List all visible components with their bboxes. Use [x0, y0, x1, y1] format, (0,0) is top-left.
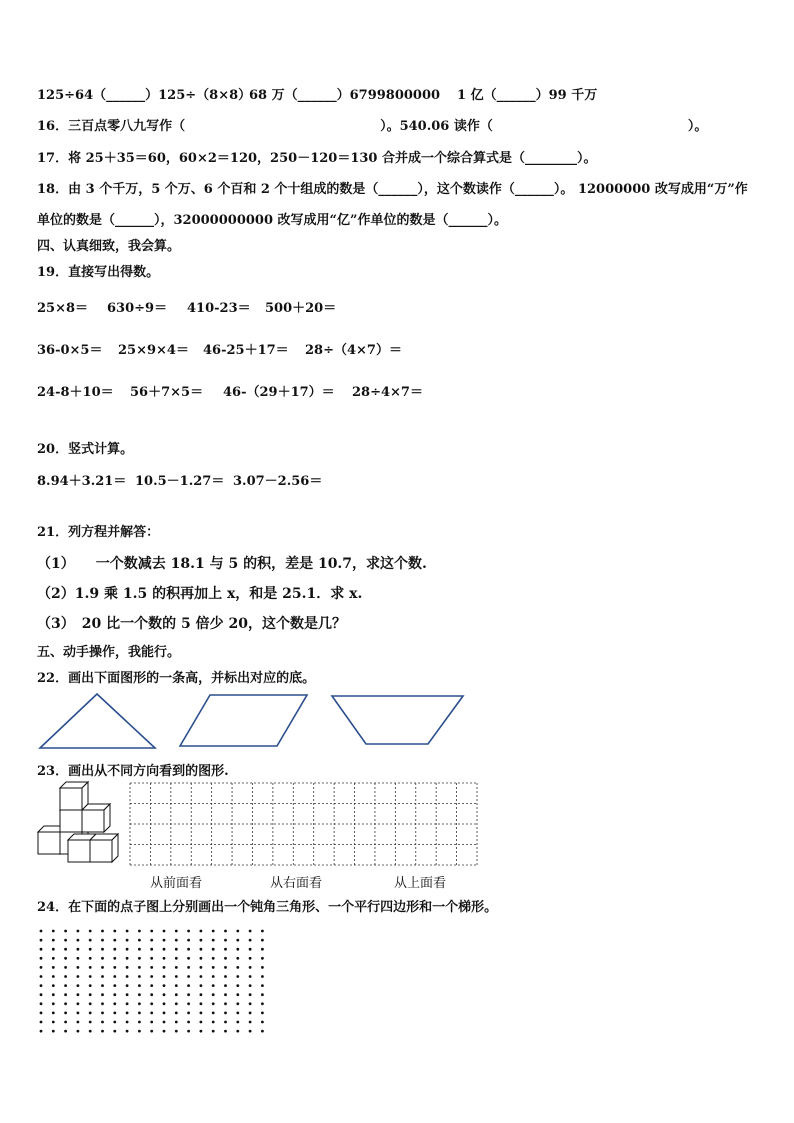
grid-dot — [175, 948, 178, 951]
q21-title: 21．列方程并解答： — [37, 525, 160, 540]
grid-dot — [163, 930, 166, 933]
grid-dot — [101, 993, 104, 996]
grid-dot — [261, 975, 264, 978]
q19-item: 36-0×5＝ — [37, 343, 103, 358]
grid-dot — [236, 939, 239, 942]
grid-dot — [40, 984, 43, 987]
grid-dot — [236, 993, 239, 996]
grid-dot — [261, 948, 264, 951]
grid-dot — [261, 966, 264, 969]
grid-dot — [52, 930, 55, 933]
grid-dot — [150, 966, 153, 969]
grid-dot — [126, 957, 129, 960]
grid-dot — [224, 1021, 227, 1024]
grid-dot — [236, 930, 239, 933]
grid-dot — [236, 1030, 239, 1033]
grid-dot — [40, 975, 43, 978]
grid-dot — [64, 1012, 67, 1015]
grid-dot — [187, 939, 190, 942]
grid-dot — [249, 1021, 252, 1024]
q19-item: 46-25＋17＝ — [203, 343, 289, 358]
grid-dot — [163, 939, 166, 942]
grid-dot — [187, 957, 190, 960]
grid-dot — [52, 939, 55, 942]
grid-dot — [261, 930, 264, 933]
grid-dot — [187, 975, 190, 978]
q15-compare-c: 1 亿（______）99 千万 — [457, 88, 598, 103]
grid-dot — [89, 1030, 92, 1033]
grid-dot — [64, 1021, 67, 1024]
q18-line1: 18．由 3 个千万，5 个万、6 个百和 2 个十组成的数是（______），这个数读作（______）。 12000000 改写成用“万”作 — [37, 182, 748, 197]
grid-dot — [77, 1012, 80, 1015]
q20-row — [37, 470, 323, 489]
grid-dot — [52, 957, 55, 960]
grid-dot — [163, 1021, 166, 1024]
q23-dashed-grid — [129, 782, 479, 866]
grid-dot — [261, 993, 264, 996]
grid-dot — [101, 957, 104, 960]
q19-item: 24-8＋10＝ — [37, 385, 114, 400]
grid-dot — [64, 948, 67, 951]
grid-dot — [40, 966, 43, 969]
grid-dot — [249, 1002, 252, 1005]
grid-dot — [113, 966, 116, 969]
q19-row — [37, 381, 423, 400]
grid-dot — [261, 1030, 264, 1033]
q23-title: 23．画出从不同方向看到的图形. — [37, 764, 229, 779]
grid-dot — [101, 930, 104, 933]
grid-dot — [113, 1030, 116, 1033]
grid-dot — [163, 975, 166, 978]
grid-dot — [89, 993, 92, 996]
grid-dot — [101, 1021, 104, 1024]
grid-dot — [212, 984, 215, 987]
grid-dot — [224, 975, 227, 978]
grid-dot — [126, 1002, 129, 1005]
grid-dot — [175, 1012, 178, 1015]
grid-dot — [249, 975, 252, 978]
q22-shapes — [0, 690, 794, 760]
grid-dot — [236, 984, 239, 987]
grid-dot — [224, 948, 227, 951]
q19-item: 28÷4×7＝ — [352, 385, 423, 400]
grid-dot — [150, 984, 153, 987]
grid-dot — [236, 966, 239, 969]
grid-dot — [200, 930, 203, 933]
grid-dot — [126, 984, 129, 987]
grid-dot — [261, 957, 264, 960]
grid-dot — [224, 939, 227, 942]
grid-dot — [261, 1021, 264, 1024]
grid-dot — [212, 957, 215, 960]
q19-item: 56＋7×5＝ — [130, 385, 204, 400]
grid-dot — [163, 984, 166, 987]
grid-dot — [101, 966, 104, 969]
grid-dot — [101, 975, 104, 978]
grid-dot — [175, 957, 178, 960]
grid-dot — [175, 984, 178, 987]
grid-dot — [101, 984, 104, 987]
grid-dot — [249, 993, 252, 996]
grid-dot — [224, 966, 227, 969]
grid-dot — [126, 1030, 129, 1033]
q17-text: 17．将 25＋35＝60，60×2＝120，250－120＝130 合并成一个综合算式是（________）。 — [37, 151, 597, 166]
grid-dot — [52, 1030, 55, 1033]
grid-dot — [163, 948, 166, 951]
grid-dot — [52, 1012, 55, 1015]
q19-item: 28÷（4×7）＝ — [305, 343, 402, 358]
grid-dot — [212, 1002, 215, 1005]
grid-dot — [77, 1021, 80, 1024]
grid-dot — [126, 939, 129, 942]
grid-dot — [113, 975, 116, 978]
grid-dot — [249, 984, 252, 987]
grid-dot — [224, 984, 227, 987]
grid-dot — [187, 984, 190, 987]
grid-dot — [101, 948, 104, 951]
q15-compare-a: 125÷64（______）125÷（8×8） — [37, 88, 252, 103]
grid-dot — [150, 939, 153, 942]
grid-dot — [77, 939, 80, 942]
grid-dot — [89, 966, 92, 969]
grid-dot — [163, 993, 166, 996]
grid-dot — [200, 1002, 203, 1005]
grid-dot — [261, 939, 264, 942]
grid-dot — [138, 1002, 141, 1005]
grid-dot — [249, 1012, 252, 1015]
q19-title: 19．直接写出得数。 — [37, 265, 160, 280]
grid-dot — [101, 1030, 104, 1033]
grid-dot — [224, 993, 227, 996]
grid-dot — [89, 948, 92, 951]
cube-stack-figure — [36, 782, 136, 872]
grid-dot — [261, 984, 264, 987]
grid-dot — [77, 948, 80, 951]
grid-dot — [163, 1002, 166, 1005]
grid-dot — [77, 957, 80, 960]
q22-title: 22．画出下面图形的一条高，并标出对应的底。 — [37, 671, 316, 686]
grid-dot — [52, 966, 55, 969]
grid-dot — [224, 957, 227, 960]
grid-dot — [52, 993, 55, 996]
q21-item: （1） 一个数减去 18.1 与 5 的积，差是 10.7，求这个数. — [37, 556, 427, 572]
grid-dot — [249, 948, 252, 951]
grid-dot — [101, 939, 104, 942]
grid-dot — [40, 939, 43, 942]
grid-dot — [200, 1012, 203, 1015]
grid-dot — [150, 957, 153, 960]
q24-title: 24．在下面的点子图上分别画出一个钝角三角形、一个平行四边形和一个梯形。 — [37, 900, 498, 915]
q15-compare-b: 68 万（______）6799800000 — [249, 88, 441, 103]
grid-dot — [52, 948, 55, 951]
q24-dot-grid — [38, 928, 278, 1038]
grid-dot — [187, 1002, 190, 1005]
grid-dot — [52, 975, 55, 978]
grid-dot — [175, 993, 178, 996]
grid-dot — [175, 1021, 178, 1024]
q20-title: 20．竖式计算。 — [37, 442, 134, 457]
caption-top-view: 从上面看 — [394, 876, 447, 891]
grid-dot — [150, 1002, 153, 1005]
grid-dot — [261, 1002, 264, 1005]
grid-dot — [113, 948, 116, 951]
grid-dot — [187, 1021, 190, 1024]
grid-dot — [212, 1012, 215, 1015]
grid-dot — [113, 993, 116, 996]
triangle-shape — [40, 694, 155, 748]
grid-dot — [40, 993, 43, 996]
grid-dot — [150, 1012, 153, 1015]
grid-dot — [175, 975, 178, 978]
q19-row — [37, 297, 337, 316]
grid-dot — [175, 930, 178, 933]
grid-dot — [77, 993, 80, 996]
grid-dot — [40, 1030, 43, 1033]
grid-dot — [212, 948, 215, 951]
q19-row — [37, 339, 402, 358]
grid-dot — [236, 1002, 239, 1005]
grid-dot — [126, 948, 129, 951]
q20-item: 10.5－1.27＝ — [135, 474, 225, 489]
grid-dot — [89, 975, 92, 978]
grid-dot — [249, 939, 252, 942]
q16-text: 16．三百点零八九写作（ ）。540.06 读作（ ）。 — [37, 119, 708, 134]
grid-dot — [126, 930, 129, 933]
grid-dot — [212, 975, 215, 978]
grid-dot — [150, 1030, 153, 1033]
grid-dot — [236, 957, 239, 960]
grid-dot — [175, 939, 178, 942]
caption-right-view: 从右面看 — [270, 876, 323, 891]
grid-dot — [77, 984, 80, 987]
grid-dot — [200, 984, 203, 987]
q19-item: 46-（29＋17）＝ — [223, 385, 335, 400]
grid-dot — [138, 966, 141, 969]
grid-dot — [138, 957, 141, 960]
grid-dot — [138, 984, 141, 987]
grid-dot — [89, 984, 92, 987]
grid-dot — [212, 993, 215, 996]
grid-dot — [150, 993, 153, 996]
grid-dot — [138, 948, 141, 951]
grid-dot — [113, 939, 116, 942]
grid-dot — [236, 948, 239, 951]
grid-dot — [224, 1030, 227, 1033]
grid-dot — [113, 984, 116, 987]
grid-dot — [40, 1002, 43, 1005]
grid-dot — [138, 1012, 141, 1015]
grid-dot — [64, 993, 67, 996]
grid-dot — [52, 1002, 55, 1005]
grid-dot — [64, 966, 67, 969]
grid-dot — [163, 1012, 166, 1015]
grid-dot — [187, 1012, 190, 1015]
grid-dot — [187, 948, 190, 951]
grid-dot — [126, 975, 129, 978]
grid-dot — [89, 939, 92, 942]
grid-dot — [64, 930, 67, 933]
grid-dot — [200, 993, 203, 996]
grid-dot — [200, 948, 203, 951]
q21-item: （3） 20 比一个数的 5 倍少 20，这个数是几？ — [37, 616, 346, 632]
grid-dot — [40, 948, 43, 951]
parallelogram-shape — [180, 695, 307, 746]
grid-dot — [200, 975, 203, 978]
grid-dot — [126, 966, 129, 969]
grid-dot — [64, 1002, 67, 1005]
grid-dot — [89, 1012, 92, 1015]
grid-dot — [89, 1021, 92, 1024]
grid-dot — [40, 1012, 43, 1015]
grid-dot — [89, 930, 92, 933]
grid-dot — [77, 930, 80, 933]
grid-dot — [212, 1021, 215, 1024]
grid-dot — [101, 1002, 104, 1005]
section-4-heading: 四、认真细致，我会算。 — [37, 239, 181, 254]
q20-item: 3.07－2.56＝ — [233, 474, 323, 489]
grid-dot — [64, 984, 67, 987]
grid-dot — [249, 930, 252, 933]
grid-dot — [187, 966, 190, 969]
grid-dot — [224, 930, 227, 933]
grid-dot — [236, 1021, 239, 1024]
q19-item: 500＋20＝ — [265, 301, 337, 316]
grid-dot — [52, 984, 55, 987]
q19-item: 25×8＝ — [37, 301, 89, 316]
grid-dot — [40, 930, 43, 933]
grid-dot — [64, 939, 67, 942]
grid-dot — [224, 1012, 227, 1015]
grid-dot — [52, 1021, 55, 1024]
grid-dot — [200, 957, 203, 960]
grid-dot — [236, 975, 239, 978]
grid-dot — [89, 1002, 92, 1005]
grid-dot — [138, 939, 141, 942]
grid-dot — [77, 975, 80, 978]
grid-dot — [113, 1012, 116, 1015]
grid-dot — [138, 1021, 141, 1024]
q20-item: 8.94＋3.21＝ — [37, 474, 127, 489]
grid-dot — [236, 1012, 239, 1015]
grid-dot — [187, 993, 190, 996]
grid-dot — [212, 966, 215, 969]
grid-dot — [200, 939, 203, 942]
grid-dot — [64, 957, 67, 960]
grid-dot — [138, 930, 141, 933]
grid-dot — [77, 966, 80, 969]
grid-dot — [101, 1012, 104, 1015]
grid-dot — [113, 1002, 116, 1005]
grid-dot — [224, 1002, 227, 1005]
grid-dot — [126, 1012, 129, 1015]
grid-dot — [150, 1021, 153, 1024]
grid-dot — [175, 966, 178, 969]
grid-dot — [138, 975, 141, 978]
q15-line — [37, 84, 598, 103]
grid-dot — [212, 1030, 215, 1033]
grid-dot — [175, 1030, 178, 1033]
grid-dot — [212, 930, 215, 933]
grid-dot — [187, 930, 190, 933]
grid-dot — [249, 1030, 252, 1033]
grid-dot — [138, 1030, 141, 1033]
section-5-heading: 五、动手操作，我能行。 — [37, 645, 181, 660]
grid-dot — [163, 966, 166, 969]
grid-dot — [64, 1030, 67, 1033]
caption-front-view: 从前面看 — [150, 876, 203, 891]
grid-dot — [113, 1021, 116, 1024]
q19-item: 410-23＝ — [187, 301, 251, 316]
grid-dot — [126, 1021, 129, 1024]
grid-dot — [163, 957, 166, 960]
q19-item: 630÷9＝ — [107, 301, 168, 316]
grid-dot — [40, 1021, 43, 1024]
grid-dot — [200, 1030, 203, 1033]
grid-dot — [138, 993, 141, 996]
grid-dot — [200, 1021, 203, 1024]
grid-dot — [200, 966, 203, 969]
grid-dot — [261, 1012, 264, 1015]
grid-dot — [175, 1002, 178, 1005]
grid-dot — [89, 957, 92, 960]
grid-dot — [163, 1030, 166, 1033]
grid-dot — [249, 966, 252, 969]
grid-dot — [77, 1030, 80, 1033]
grid-dot — [113, 957, 116, 960]
grid-dot — [64, 975, 67, 978]
grid-dot — [187, 1030, 190, 1033]
q21-item: （2）1.9 乘 1.5 的积再加上 x，和是 25.1．求 x. — [37, 586, 363, 602]
grid-dot — [150, 930, 153, 933]
grid-dot — [113, 930, 116, 933]
trapezoid-shape — [332, 696, 463, 744]
grid-dot — [150, 975, 153, 978]
grid-dot — [40, 957, 43, 960]
q18-line2: 单位的数是（______），32000000000 改写成用“亿”作单位的数是（______）。 — [37, 213, 507, 228]
q19-item: 25×9×4＝ — [118, 343, 189, 358]
grid-dot — [126, 993, 129, 996]
grid-dot — [77, 1002, 80, 1005]
grid-dot — [150, 948, 153, 951]
grid-dot — [249, 957, 252, 960]
grid-dot — [212, 939, 215, 942]
